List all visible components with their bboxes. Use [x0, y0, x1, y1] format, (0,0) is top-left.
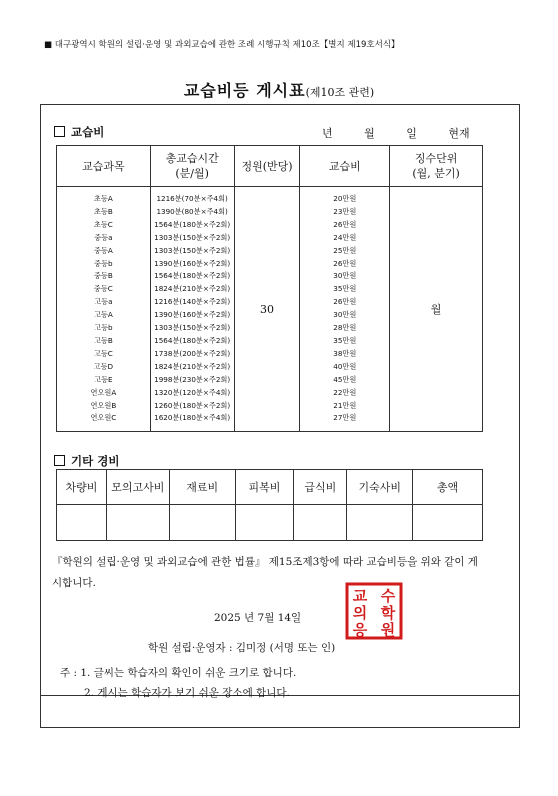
title-main: 교습비등 게시표: [183, 81, 306, 100]
section-other-label: 기타 경비: [71, 454, 120, 468]
subject-item: 연오원B: [90, 400, 117, 410]
fee-item: 26만원: [333, 258, 357, 268]
fee-item: 22만원: [333, 387, 357, 397]
owner-signature-line: 학원 설립·운영자 : 김미정 (서명 또는 인): [148, 642, 336, 654]
time-item: 1303분(150분×주2회): [154, 245, 231, 255]
seal-character: 수: [380, 587, 396, 605]
fee-table-header: [57, 146, 483, 187]
subject-item: 중등A: [93, 245, 113, 255]
posting-date: 2025 년 7월 14일: [214, 612, 302, 624]
cell-dormitory: [347, 505, 413, 541]
subject-item: 고등D: [93, 361, 114, 371]
time-item: 1303분(150분×주2회): [154, 232, 231, 242]
fee-item: 45만원: [333, 374, 357, 384]
checkbox-square-icon: [54, 455, 65, 466]
section-other-title: [54, 453, 119, 469]
fee-item: 35만원: [333, 335, 357, 345]
cell-mock-exam: [106, 505, 169, 541]
section-fees-title: [54, 124, 104, 140]
fee-item: 25만원: [333, 245, 357, 255]
time-item: 1564분(180분×주2회): [154, 271, 231, 281]
fees-column: [300, 187, 390, 432]
notice-text: 『학원의 설립·운영 및 과외교습에 관한 법률』 제15조제3항에 따라 교습비등을 위와 같이 게시합니다.: [52, 556, 478, 589]
time-item: 1303분(150분×주2회): [154, 323, 231, 333]
other-expenses-table: [56, 469, 483, 541]
subject-item: 고등E: [94, 374, 113, 384]
time-item: 1564분(180분×주2회): [154, 219, 231, 229]
form-header: ■ 대구광역시 학원의 설립·운영 및 과외교습에 관한 조례 시행규칙 제10조【별지 제19호서식】: [44, 40, 400, 50]
time-item: 1390분(160분×주2회): [154, 258, 231, 268]
fee-item: 21만원: [333, 400, 357, 410]
subject-item: 중등B: [93, 271, 113, 281]
footnote-2: 2. 게시는 학습자가 보기 쉬운 장소에 합니다.: [84, 687, 290, 699]
seal-character: 응: [352, 621, 368, 639]
time-item: 1998분(230분×주2회): [154, 374, 231, 384]
other-expenses-row: [57, 505, 483, 541]
header-capacity: 정원(반당): [234, 146, 300, 187]
header-total: 총액: [413, 470, 483, 505]
fee-item: 24만원: [333, 232, 357, 242]
fee-table-body: [57, 187, 483, 432]
time-item: 1260분(180분×주2회): [154, 400, 231, 410]
footnotes: [60, 663, 296, 703]
fee-item: 35만원: [333, 284, 357, 294]
subject-item: 중등C: [93, 284, 113, 294]
time-item: 1216분(140분×주2회): [154, 297, 231, 307]
subject-item: 고등B: [93, 335, 113, 345]
unit-cell: 월: [390, 187, 483, 432]
header-vehicle: 차량비: [57, 470, 107, 505]
fee-item: 30만원: [333, 271, 357, 281]
cell-uniform: [235, 505, 294, 541]
subject-item: 초등C: [93, 219, 113, 229]
page-title: [0, 78, 558, 101]
title-ref: (제10조 관련): [305, 86, 375, 99]
time-item: 1390분(80분×주4회): [156, 206, 228, 216]
time-item: 1620분(180분×주4회): [154, 413, 231, 423]
subjects-column: [57, 187, 151, 432]
header-uniform: 피복비: [235, 470, 294, 505]
header-fee: 교습비: [300, 146, 390, 187]
other-expenses-header: [57, 470, 483, 505]
time-item: 1738분(200분×주2회): [154, 348, 231, 358]
seal-character: 원: [380, 621, 396, 639]
cell-meals: [294, 505, 347, 541]
fee-item: 30만원: [333, 310, 357, 320]
subject-item: 고등a: [94, 297, 113, 307]
time-item: 1216분(70분×주4회): [156, 194, 228, 203]
header-mock-exam: 모의고사비: [106, 470, 169, 505]
fee-item: 26만원: [333, 219, 357, 229]
subject-item: 연오원C: [90, 413, 117, 423]
section-fees-label: 교습비: [71, 125, 105, 139]
header-meals: 급식비: [294, 470, 347, 505]
subject-item: 초등A: [93, 194, 113, 203]
fee-item: 38만원: [333, 348, 357, 358]
time-item: 1564분(180분×주2회): [154, 335, 231, 345]
subject-item: 초등B: [93, 206, 113, 216]
seal-character: 의: [352, 604, 368, 622]
cell-vehicle: [57, 505, 107, 541]
cell-total: [413, 505, 483, 541]
fee-item: 28만원: [333, 323, 357, 333]
header-dormitory: 기숙사비: [347, 470, 413, 505]
seal-character: 학: [380, 604, 396, 622]
as-of-date: 년 월 일 현재: [322, 127, 470, 140]
fee-item: 26만원: [333, 297, 357, 307]
footnote-1: 주 : 1. 글씨는 학습자의 확인이 쉬운 크기로 합니다.: [60, 667, 297, 679]
seal-character: 교: [352, 587, 368, 605]
fee-item: 27만원: [333, 413, 357, 423]
header-total-time: 총교습시간 (분/월): [150, 146, 234, 187]
fee-table: [56, 145, 483, 432]
subject-item: 연오원A: [90, 387, 117, 397]
fee-item: 23만원: [333, 206, 357, 216]
time-item: 1320분(120분×주4회): [154, 387, 231, 397]
times-column: [150, 187, 234, 432]
time-item: 1390분(160분×주2회): [154, 310, 231, 320]
subject-item: 중등a: [94, 232, 113, 242]
header-subject: 교습과목: [57, 146, 151, 187]
subject-item: 고등A: [93, 310, 113, 320]
time-item: 1824분(210분×주2회): [154, 284, 231, 294]
time-item: 1824분(210분×주2회): [154, 361, 231, 371]
header-unit: 징수단위 (월, 분기): [390, 146, 483, 187]
fee-item: 40만원: [333, 361, 357, 371]
subject-item: 중등b: [94, 258, 113, 268]
subject-item: 고등b: [94, 323, 113, 333]
fee-item: 20만원: [333, 194, 357, 203]
academy-seal: [345, 582, 403, 640]
subject-item: 고등C: [93, 348, 113, 358]
capacity-cell: 30: [234, 187, 300, 432]
header-materials: 재료비: [169, 470, 235, 505]
checkbox-square-icon: [54, 126, 65, 137]
cell-materials: [169, 505, 235, 541]
